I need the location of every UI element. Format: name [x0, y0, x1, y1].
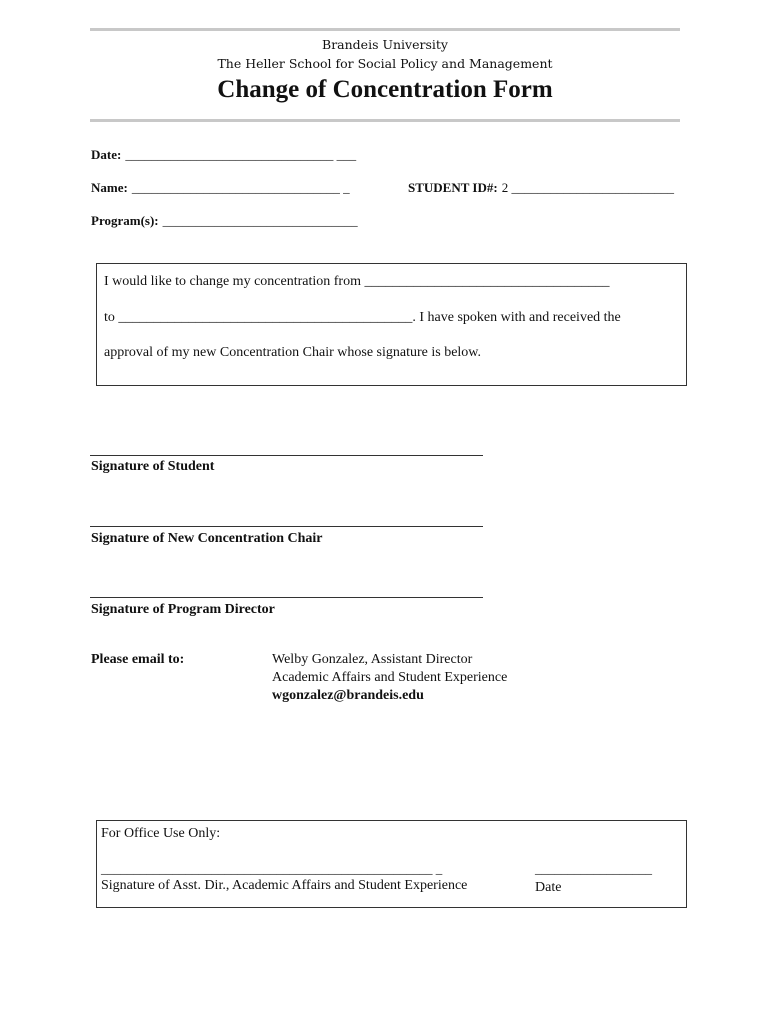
request-line-2: to __________________________________________. I have spoken with and received the	[104, 310, 621, 325]
date-label: Date:	[91, 147, 122, 162]
office-date-line[interactable]: __________________	[535, 861, 652, 876]
date-field[interactable]	[91, 146, 356, 164]
office-date-label: Date	[535, 880, 562, 895]
school-name: The Heller School for Social Policy and Management	[217, 56, 553, 71]
programs-field[interactable]	[91, 212, 358, 230]
date-line: ________________________________ ___	[125, 147, 357, 162]
director-signature-label: Signature of Program Director	[91, 602, 275, 617]
name-line: ________________________________ _	[131, 180, 350, 195]
asst-dir-signature-line[interactable]: ___________________________________________________ _	[101, 861, 443, 876]
office-use-box	[96, 820, 687, 908]
office-heading: For Office Use Only:	[101, 826, 221, 841]
name-label: Name:	[91, 180, 128, 195]
contact-email[interactable]: wgonzalez@brandeis.edu	[272, 688, 424, 703]
request-line-1: I would like to change my concentration from ___________________________________	[104, 274, 610, 289]
top-rule	[90, 28, 680, 31]
student-id-field[interactable]	[408, 179, 674, 197]
programs-line: ______________________________	[162, 213, 358, 228]
student-signature-line[interactable]	[90, 455, 483, 456]
name-field[interactable]	[91, 179, 350, 197]
asst-dir-signature-label: Signature of Asst. Dir., Academic Affairs and Student Experience	[101, 878, 468, 893]
email-to-label: Please email to:	[91, 652, 185, 667]
form-title: Change of Concentration Form	[217, 76, 553, 103]
title-rule	[90, 119, 680, 122]
contact-dept: Academic Affairs and Student Experience	[272, 670, 508, 685]
programs-label: Program(s):	[91, 213, 159, 228]
request-box	[96, 263, 687, 386]
university-name: Brandeis University	[322, 37, 448, 52]
request-line-3: approval of my new Concentration Chair whose signature is below.	[104, 345, 482, 360]
student-id-value: 2 _________________________	[501, 180, 674, 195]
director-signature-line[interactable]	[90, 597, 483, 598]
chair-signature-line[interactable]	[90, 526, 483, 527]
student-signature-label: Signature of Student	[91, 459, 215, 474]
contact-name: Welby Gonzalez, Assistant Director	[272, 652, 473, 667]
student-id-label: STUDENT ID#:	[408, 180, 498, 195]
chair-signature-label: Signature of New Concentration Chair	[91, 531, 323, 546]
